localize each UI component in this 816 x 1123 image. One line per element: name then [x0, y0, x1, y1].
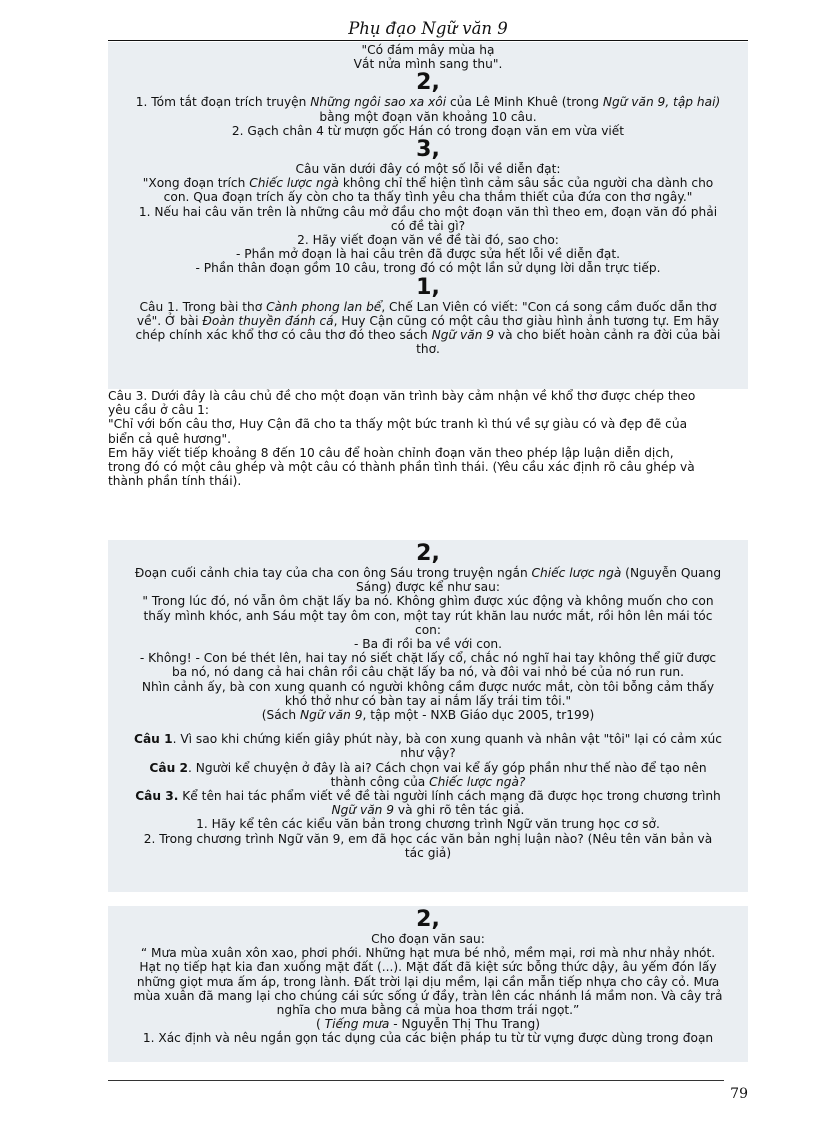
task-text: 2. Gạch chân 4 từ mượn gốc Hán có trong đoạn văn em vừa viết [231, 123, 625, 138]
quote-text: con: [415, 622, 441, 637]
exercise-panel-1 [108, 42, 748, 389]
quote-text: nghĩa cho mưa bằng cả mùa hoa thơm trái ngọt.” [276, 1003, 580, 1018]
text-line: yêu cầu ở câu 1: [108, 403, 210, 418]
text-line: biển cả quê hương". [108, 431, 231, 446]
question-2: thành công của Chiếc lược ngà? [330, 774, 526, 789]
task-text: Sáng) được kể như sau: [356, 580, 500, 595]
text-line: trong đó có một câu ghép và một câu có thành phần tình thái. (Yêu cầu xác định rõ câu ghép và [108, 460, 695, 475]
quote-text: những giọt mưa ấm áp, trong lành. Đất trời lại dịu mềm, lại cần mẫn tiếp nhựa cho cây cỏ. Mưa [136, 974, 720, 989]
poem-line: Vắt nửa mình sang thu". [353, 57, 503, 72]
quote-text: Nhìn cảnh ấy, bà con xung quanh có người không cầm được nước mắt, còn tôi bỗng cảm thấy [141, 679, 715, 694]
text-line: "Chỉ với bốn câu thơ, Huy Cận đã cho ta thấy một bức tranh kì thú về sự giàu có và đẹp đẽ của [108, 417, 688, 432]
exercise-number: 2, [416, 907, 440, 932]
question-2: Câu 2. Người kể chuyện ở đây là ai? Cách chọn vai kể ấy góp phần như thế nào để tạo nên [149, 760, 707, 775]
header-rule [108, 40, 748, 41]
task-text: Câu 1. Trong bài thơ Cành phong lan bể, Chế Lan Viên có viết: "Con cá song cầm đuốc dẫn thơ [139, 299, 717, 314]
spacer [108, 722, 748, 732]
quote-text: thấy mình khóc, anh Sáu một tay ôm con, một tay rút khăn lau nước mắt, rồi hôn lên mái tóc [143, 608, 713, 623]
question-1: như vậy? [400, 746, 456, 761]
question-3: Câu 3. Kể tên hai tác phẩm viết về đề tài người lính cách mạng đã được học trong chương trình [135, 789, 721, 804]
question-3-block [108, 389, 748, 488]
question-3: Ngữ văn 9 và ghi rõ tên tác giả. [331, 803, 525, 818]
task-text: Đoạn cuối cảnh chia tay của cha con ông Sáu trong truyện ngắn Chiếc lược ngà (Nguyễn Quang [134, 566, 722, 580]
exercise-number: 1, [416, 274, 440, 300]
quote-text: mùa xuân đã mang lại cho chúng cái sức sống ứ đầy, tràn lên các nhánh lá mầm non. Và cây trả [133, 988, 723, 1003]
exercise-panel-2 [108, 540, 748, 892]
task-text: 1. Tóm tắt đoạn trích truyện Những ngôi sao xa xôi của Lê Minh Khuê (trong Ngữ văn 9, tập hai) [135, 95, 721, 110]
task-text: tác giả) [404, 845, 452, 860]
task-text: thơ. [416, 342, 440, 357]
exercise-panel-3 [108, 906, 748, 1062]
task-text: Câu văn dưới đây có một số lỗi về diễn đạt: [295, 162, 561, 177]
running-header: Phụ đạo Ngữ văn 9 [348, 19, 508, 38]
page-number: 79 [730, 1086, 748, 1102]
task-text: 2. Trong chương trình Ngữ văn 9, em đã học các văn bản nghị luận nào? (Nêu tên văn bản và [143, 831, 713, 846]
quote-text: " Trong lúc đó, nó vẫn ôm chặt lấy ba nó. Không ghìm được xúc động và không muốn cho con [142, 594, 714, 609]
task-text: - Phần thân đoạn gồm 10 câu, trong đó có một lần sử dụng lời dẫn trực tiếp. [195, 261, 661, 276]
task-text: chép chính xác khổ thơ có câu thơ đó theo sách Ngữ văn 9 và cho biết hoàn cảnh ra đời của bài [135, 328, 721, 343]
task-text: về". Ở bài Đoàn thuyền đánh cá, Huy Cận cũng có một câu thơ giàu hình ảnh tương tự. Em hãy [136, 313, 720, 328]
task-text: 1. Hãy kể tên các kiểu văn bản trong chương trình Ngữ văn trung học cơ sở. [196, 817, 660, 832]
text-line: Em hãy viết tiếp khoảng 8 đến 10 câu để hoàn chỉnh đoạn văn theo phép lập luận diễn dịch, [108, 445, 674, 460]
source-citation: ( Tiếng mưa - Nguyễn Thị Thu Trang) [316, 1017, 540, 1032]
task-text: Cho đoạn văn sau: [371, 932, 485, 946]
exercise-number: 2, [416, 70, 440, 96]
task-text: bằng một đoạn văn khoảng 10 câu. [319, 109, 537, 124]
quote-text: con. Qua đoạn trích ấy còn cho ta thấy tình yêu cha thắm thiết của đứa con thơ ngây." [163, 190, 693, 205]
quote-text: "Xong đoạn trích Chiếc lược ngà không chỉ thể hiện tình cảm sâu sắc của người cha dành cho [142, 176, 714, 191]
task-text: có đề tài gì? [390, 218, 466, 233]
task-text: - Phần mở đoạn là hai câu trên đã được sửa hết lỗi về diễn đạt. [235, 247, 621, 262]
exercise-number: 3, [416, 137, 440, 163]
question-1: Câu 1. Vì sao khi chứng kiến giây phút này, bà con xung quanh và nhân vật "tôi" lại có cảm xúc [134, 732, 722, 747]
task-text: 1. Nếu hai câu văn trên là những câu mở đầu cho một đoạn văn thì theo em, đoạn văn đó phải [138, 204, 718, 219]
quote-text: - Không! - Con bé thét lên, hai tay nó siết chặt lấy cổ, chắc nó nghĩ hai tay không thể giữ được [139, 651, 717, 666]
source-citation: (Sách Ngữ văn 9, tập một - NXB Giáo dục 2005, tr199) [261, 708, 595, 723]
quote-text: khó thở như có bàn tay ai nắm lấy trái tim tôi." [284, 693, 572, 708]
quote-text: - Ba đi rồi ba về với con. [353, 637, 503, 652]
quote-text: Hạt nọ tiếp hạt kia đan xuống mặt đất (...). Mặt đất đã kiệt sức bỗng thức dậy, âu yếm đón lấy [139, 960, 717, 975]
task-text: 2. Hãy viết đoạn văn về đề tài đó, sao cho: [297, 233, 559, 248]
text-line: Câu 3. Dưới đây là câu chủ đề cho một đoạn văn trình bày cảm nhận về khổ thơ được chép theo [108, 389, 696, 403]
poem-line: "Có đám mây mùa hạ [361, 43, 495, 57]
quote-text: “ Mưa mùa xuân xôn xao, phơi phới. Những hạt mưa bé nhỏ, mềm mại, rơi mà như nhảy nhót. [140, 946, 716, 961]
task-text: 1. Xác định và nêu ngắn gọn tác dụng của các biện pháp tu từ từ vựng được dùng trong đoạn [142, 1031, 714, 1046]
text-line: thành phần tính thái). [108, 474, 242, 489]
exercise-number: 2, [416, 541, 440, 566]
quote-text: ba nó, nó dang cả hai chân rồi câu chặt lấy ba nó, và đôi vai nhỏ bé của nó run run. [172, 665, 684, 680]
footer-rule [108, 1080, 724, 1081]
